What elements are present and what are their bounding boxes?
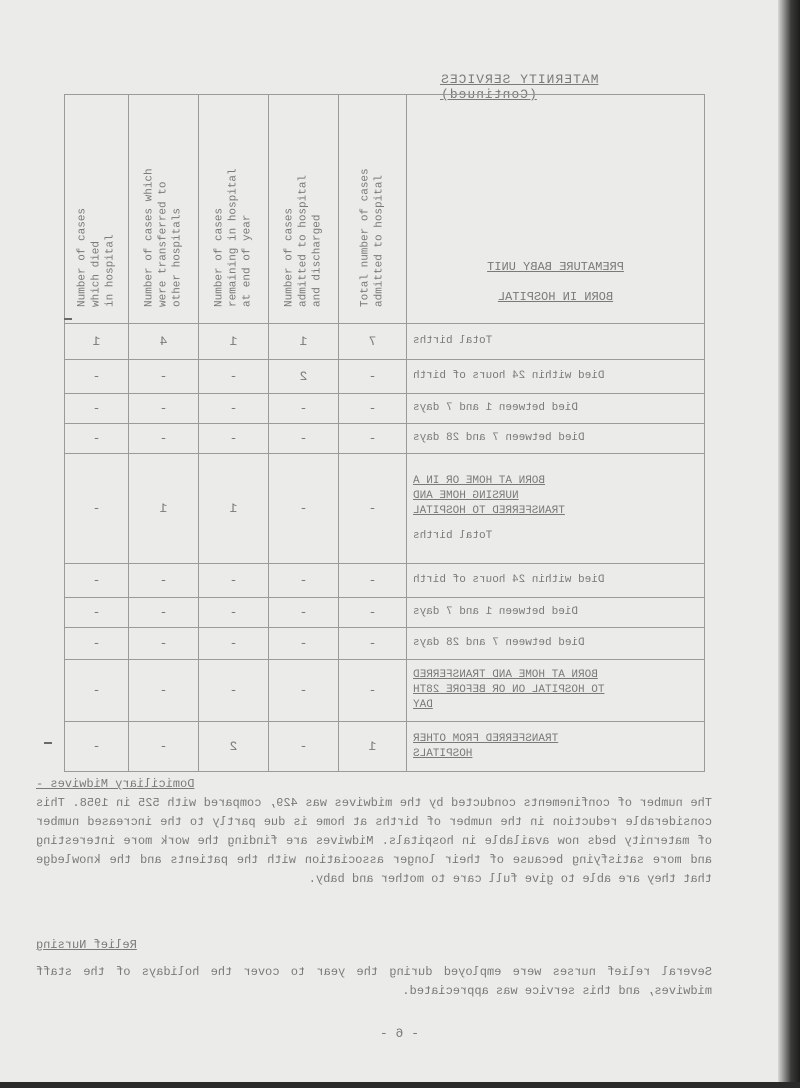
table-cell: - <box>129 660 199 722</box>
table-cell: 1 <box>269 324 339 360</box>
row-label-line: Died within 24 hours of birth <box>413 370 605 382</box>
table-cell: - <box>199 424 269 454</box>
row-label-line: BORN AT HOME AND TRANSFERRED <box>413 669 598 681</box>
row-label-line: HOSPITALS <box>413 747 473 760</box>
table-cell: - <box>65 424 129 454</box>
table-cell: - <box>199 564 269 598</box>
table-cell: 1 <box>65 324 129 360</box>
column-header: Number of cases which were transferred to other hospitals <box>129 95 199 324</box>
row-label <box>407 564 705 598</box>
table-cell: - <box>129 628 199 660</box>
table-row <box>65 598 705 628</box>
margin-mark <box>44 742 52 744</box>
row-label-line: Died within 24 hours of birth <box>413 574 605 586</box>
column-header: Total number of cases admitted to hospital <box>339 95 407 324</box>
table-cell: - <box>269 394 339 424</box>
table-cell: - <box>199 360 269 394</box>
table-cell: - <box>269 424 339 454</box>
row-label <box>407 454 705 564</box>
table-cell: - <box>339 598 407 628</box>
row-label <box>407 598 705 628</box>
table-cell: - <box>339 660 407 722</box>
row-label-line: Died between 7 and 28 days <box>413 432 585 444</box>
row-label-line <box>413 519 704 529</box>
domiciliary-section <box>36 775 712 889</box>
row-label-line: TRANSFERRED FROM OTHER <box>413 732 559 745</box>
table-cell: - <box>129 360 199 394</box>
table-cell: - <box>65 394 129 424</box>
row-label <box>407 628 705 660</box>
relief-section <box>36 936 712 1001</box>
table-row <box>65 628 705 660</box>
table-cell: - <box>129 564 199 598</box>
table-cell: - <box>129 722 199 772</box>
corner-title-text <box>407 259 704 305</box>
relief-paragraph: Several relief nurses were employed during the year to cover the holidays of the staff midwives, and this service was appreciated. <box>36 965 712 998</box>
table-cell: - <box>199 394 269 424</box>
column-header: Number of cases admitted to hospital and discharged <box>269 95 339 324</box>
page-edge-shadow <box>778 0 800 1088</box>
table-cell: 2 <box>269 360 339 394</box>
row-label-line: NURSING HOME AND <box>413 489 519 502</box>
table-cell: - <box>129 598 199 628</box>
table-row <box>65 454 705 564</box>
table-cell: 4 <box>129 324 199 360</box>
table-row <box>65 424 705 454</box>
corner-title-line: BORN IN HOSPITAL <box>497 290 614 304</box>
table-cell: - <box>129 424 199 454</box>
table-cell: 1 <box>199 454 269 564</box>
page-number: - 6 - <box>380 1026 420 1041</box>
table-cell: - <box>65 628 129 660</box>
table-cell: - <box>199 598 269 628</box>
table-row <box>65 722 705 772</box>
row-label-line: DAY <box>413 699 433 711</box>
table-cell: 7 <box>339 324 407 360</box>
row-label <box>407 722 705 772</box>
table-cell: - <box>339 360 407 394</box>
row-label-line: Total births <box>413 335 493 347</box>
table-row <box>65 324 705 360</box>
row-label <box>407 394 705 424</box>
table-cell: - <box>65 360 129 394</box>
corner-title-line <box>407 275 704 289</box>
row-label-line: Total births <box>413 529 493 542</box>
table-row <box>65 564 705 598</box>
table-cell: - <box>339 628 407 660</box>
row-label <box>407 660 705 722</box>
table-cell: - <box>339 424 407 454</box>
row-label-line: BORN AT HOME OR IN A <box>413 474 546 487</box>
table-cell: - <box>65 722 129 772</box>
domiciliary-paragraph: The number of confinements conducted by the midwives was 429, compared with 525 in 1958. This considerable reduction in the number of births at home is due partly to the increased number of maternity beds now available in hospitals. Midwives are finding the work more interesting and more satisfying because of their longer association with the patients and the knowledge that they are able to give full care to mother and baby. <box>36 796 712 886</box>
row-label-line: Died between 1 and 7 days <box>413 606 579 618</box>
table-cell: - <box>339 564 407 598</box>
domiciliary-title: Domiciliary Midwives - <box>36 777 195 791</box>
page-header: MATERNITY SERVICES (Continued) <box>440 72 599 102</box>
table-header-row <box>65 95 705 324</box>
table-cell: - <box>269 660 339 722</box>
row-label-line: Died between 7 and 28 days <box>413 637 585 649</box>
table-cell: - <box>199 660 269 722</box>
table-row <box>65 394 705 424</box>
table-cell: 1 <box>129 454 199 564</box>
table-cell: - <box>65 598 129 628</box>
relief-title: Relief Nursing <box>36 938 137 952</box>
table-cell: - <box>269 598 339 628</box>
row-label <box>407 360 705 394</box>
table-cell: - <box>65 660 129 722</box>
column-header: Number of cases remaining in hospital at end of year <box>199 95 269 324</box>
page-edge-bottom <box>0 1082 800 1088</box>
table-cell: - <box>339 454 407 564</box>
table-cell: - <box>269 722 339 772</box>
table-cell: 1 <box>199 324 269 360</box>
table-cell: - <box>129 394 199 424</box>
table-cell: - <box>65 454 129 564</box>
row-label-line: TRANSFERRED TO HOSPITAL <box>413 504 565 517</box>
table-row <box>65 360 705 394</box>
row-label-line: Died between 1 and 7 days <box>413 402 579 414</box>
margin-mark <box>64 318 72 320</box>
table-corner-title <box>407 95 705 324</box>
table-row <box>65 660 705 722</box>
column-header: Number of cases which died in hospital <box>65 95 129 324</box>
table-cell: - <box>269 564 339 598</box>
table-cell: 2 <box>199 722 269 772</box>
row-label <box>407 324 705 360</box>
premature-baby-table <box>64 94 705 772</box>
table-cell: 1 <box>339 722 407 772</box>
table-cell: - <box>269 454 339 564</box>
table-cell: - <box>199 628 269 660</box>
corner-title-line: PREMATURE BABY UNIT <box>487 260 624 274</box>
row-label <box>407 424 705 454</box>
table-cell: - <box>339 394 407 424</box>
row-label-line: TO HOSPITAL ON OR BEFORE 28TH <box>413 684 605 696</box>
table-cell: - <box>65 564 129 598</box>
table-cell: - <box>269 628 339 660</box>
